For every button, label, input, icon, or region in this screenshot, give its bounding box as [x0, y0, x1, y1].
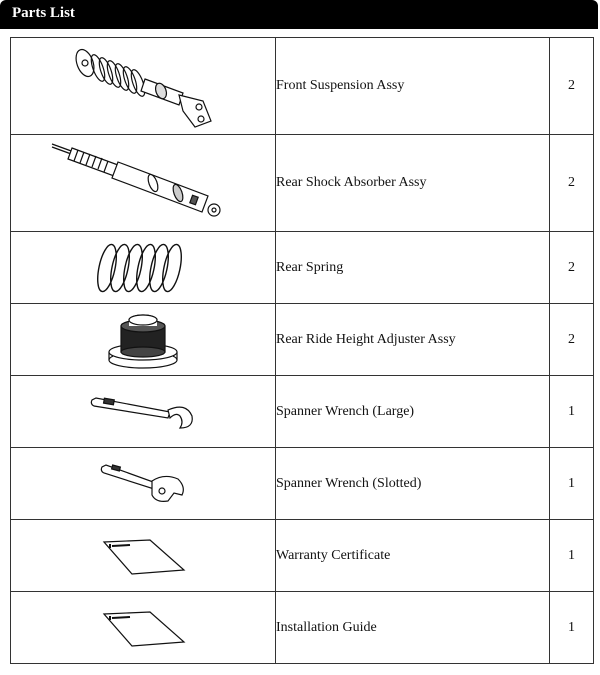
rear-shock-icon — [48, 138, 238, 228]
part-qty: 1 — [550, 448, 594, 520]
coil-spring-icon — [93, 237, 193, 299]
parts-table — [10, 37, 594, 664]
part-image-cell — [11, 135, 276, 232]
part-name: Rear Shock Absorber Assy — [276, 135, 550, 232]
part-image-cell — [11, 304, 276, 376]
table-row — [11, 304, 594, 376]
part-name: Installation Guide — [276, 592, 550, 664]
table-row — [11, 376, 594, 448]
part-image-cell — [11, 520, 276, 592]
part-name: Front Suspension Assy — [276, 38, 550, 135]
part-image-cell — [11, 232, 276, 304]
part-image-cell — [11, 38, 276, 135]
table-row — [11, 232, 594, 304]
part-qty: 2 — [550, 135, 594, 232]
part-qty: 1 — [550, 520, 594, 592]
table-row — [11, 135, 594, 232]
spanner-slotted-icon — [98, 461, 188, 507]
part-name: Spanner Wrench (Slotted) — [276, 448, 550, 520]
part-image-cell — [11, 592, 276, 664]
part-name: Warranty Certificate — [276, 520, 550, 592]
height-adjuster-icon — [103, 308, 183, 372]
part-name: Rear Ride Height Adjuster Assy — [276, 304, 550, 376]
table-row — [11, 520, 594, 592]
part-qty: 2 — [550, 304, 594, 376]
part-name: Rear Spring — [276, 232, 550, 304]
parts-list-header — [0, 0, 598, 29]
part-image-cell — [11, 448, 276, 520]
table-row — [11, 448, 594, 520]
part-qty: 1 — [550, 592, 594, 664]
spanner-large-icon — [88, 392, 198, 432]
part-image-cell — [11, 376, 276, 448]
warranty-card-icon — [98, 536, 188, 576]
front-suspension-icon — [63, 41, 223, 131]
page-title: Parts List — [12, 5, 75, 21]
table-row — [11, 592, 594, 664]
part-qty: 2 — [550, 38, 594, 135]
part-qty: 1 — [550, 376, 594, 448]
part-qty: 2 — [550, 232, 594, 304]
table-row — [11, 38, 594, 135]
guide-booklet-icon — [98, 608, 188, 648]
part-name: Spanner Wrench (Large) — [276, 376, 550, 448]
